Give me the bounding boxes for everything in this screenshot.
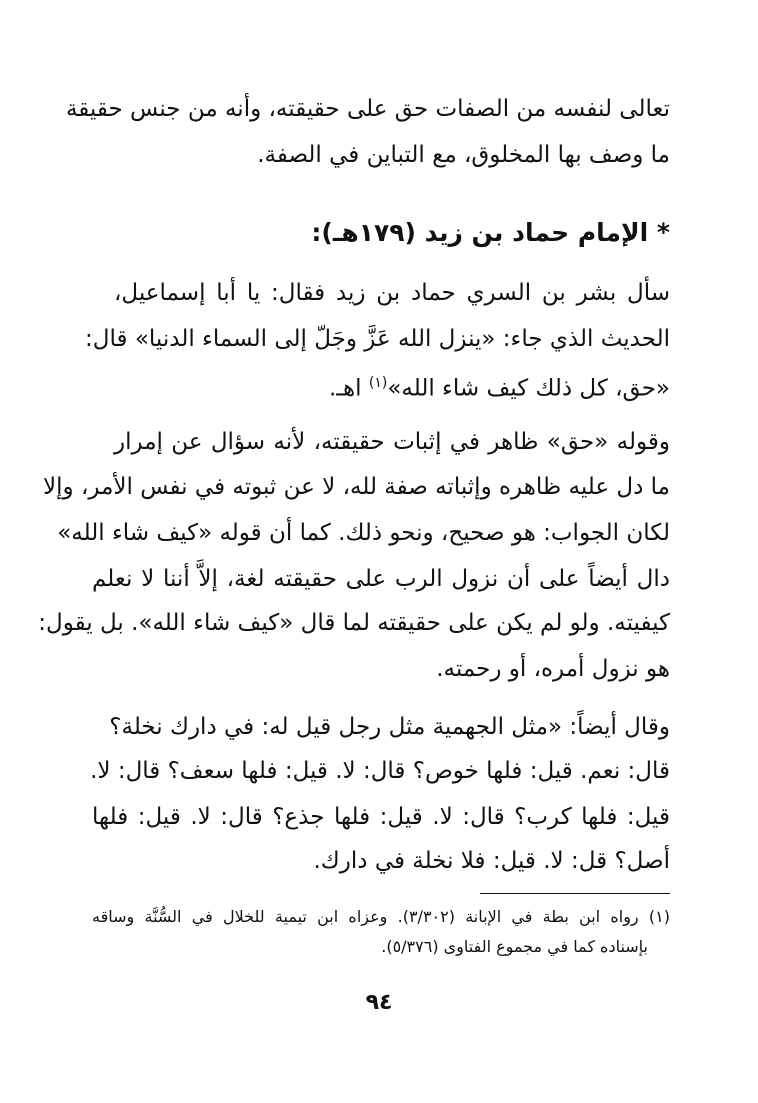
- paragraph1-line-3-tail: اهـ.: [328, 375, 369, 402]
- footnote-line-1: (١) رواه ابن بطة في الإبانة (٣/٣٠٢). وعزاه ابن تيمية للخلال في السُّنَّة وساقه: [92, 907, 671, 926]
- footnote-reference: (١): [368, 375, 388, 391]
- footnote-line-2: بإسناده كما في مجموع الفتاوى (٥/٣٧٦).: [381, 937, 648, 956]
- paragraph3-line-4: أصل؟ قل: لا. قيل: فلا نخلة في دارك.: [313, 848, 670, 874]
- paragraph3-line-2: قال: نعم. قيل: فلها خوص؟ قال: لا. قيل: فلها سعف؟ قال: لا.: [90, 758, 670, 784]
- footnote-separator: [480, 893, 670, 894]
- paragraph2-line-4: دال أيضاً على أن نزول الرب على حقيقته لغة، إلاَّ أننا لا نعلم: [92, 566, 670, 592]
- paragraph2-line-1: وقوله «حق» ظاهر في إثبات حقيقته، لأنه سؤال عن إمرار: [114, 429, 670, 455]
- hadith-quote: «حق، كل ذلك كيف شاء الله»: [387, 375, 670, 402]
- intro-line-2: ما وصف بها المخلوق، مع التباين في الصفة.: [257, 142, 670, 168]
- paragraph2-line-2: ما دل عليه ظاهره وإثباته صفة لله، لا عن ثبوته في نفس الأمر، وإلا: [43, 474, 670, 500]
- paragraph2-line-3: لكان الجواب: هو صحيح، ونحو ذلك. كما أن قوله «كيف شاء الله»: [57, 520, 670, 546]
- paragraph1-line-2: الحديث الذي جاء: «ينزل الله عَزَّ وجَلّ إلى السماء الدنيا» قال:: [85, 326, 670, 352]
- section-heading: * الإمام حماد بن زيد (١٧٩هـ):: [311, 218, 670, 247]
- paragraph3-line-3: قيل: فلها كرب؟ قال: لا. قيل: فلها جذع؟ قال: لا. قيل: فلها: [92, 804, 670, 830]
- paragraph2-line-6: هو نزول أمره، أو رحمته.: [436, 656, 670, 682]
- paragraph2-line-5: كيفيته. ولو لم يكن على حقيقته لما قال «كيف شاء الله». بل يقول:: [38, 610, 670, 636]
- page-number: ٩٤: [365, 990, 393, 1015]
- paragraph3-line-1: وقال أيضاً: «مثل الجهمية مثل رجل قيل له: في دارك نخلة؟: [109, 714, 670, 740]
- intro-line-1: تعالى لنفسه من الصفات حق على حقيقته، وأنه من جنس حقيقة: [65, 96, 670, 122]
- paragraph1-line-1: سأل بشر بن السري حماد بن زيد فقال: يا أبا إسماعيل،: [114, 280, 670, 306]
- paragraph1-line-3: [92, 360, 670, 406]
